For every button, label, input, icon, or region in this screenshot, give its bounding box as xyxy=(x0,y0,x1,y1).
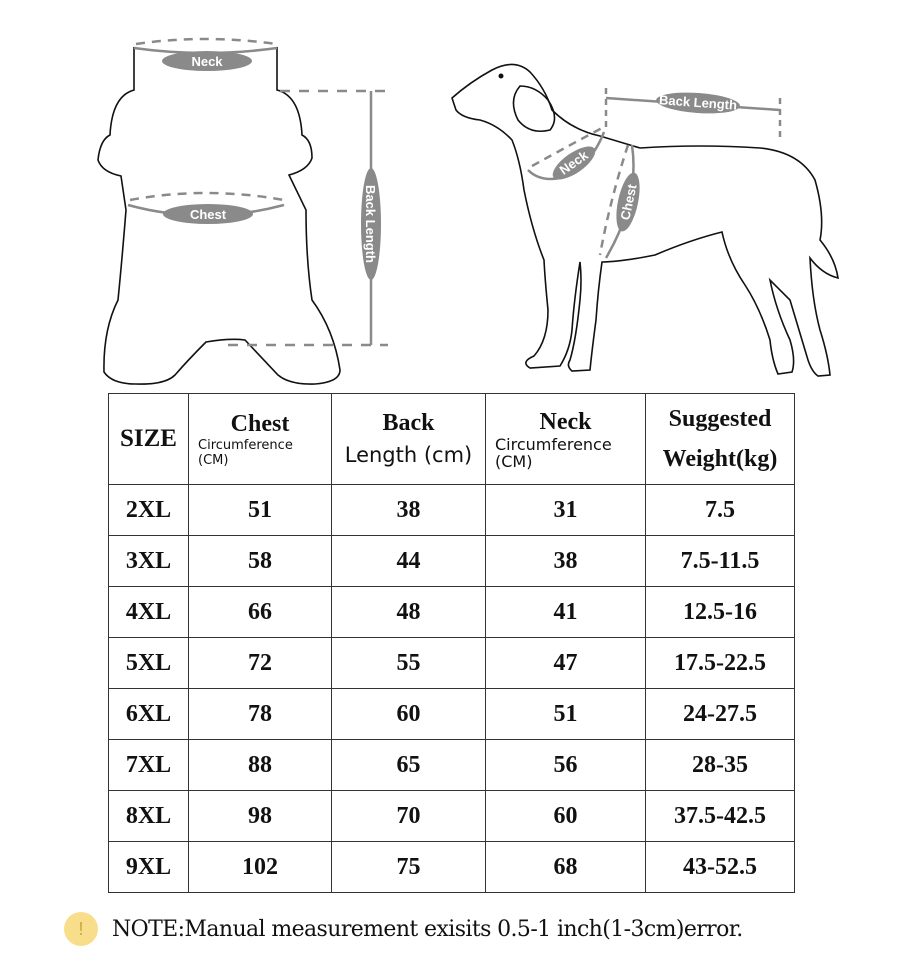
cell-weight: 17.5-22.5 xyxy=(646,638,795,689)
cell-size: 3XL xyxy=(109,536,189,587)
table-row xyxy=(109,740,795,791)
side-neck-label: Neck xyxy=(556,147,591,178)
cell-back: 38 xyxy=(332,485,486,536)
cell-chest: 58 xyxy=(189,536,332,587)
cell-back: 44 xyxy=(332,536,486,587)
cell-size: 7XL xyxy=(109,740,189,791)
cell-chest: 78 xyxy=(189,689,332,740)
cell-size: 9XL xyxy=(109,842,189,893)
cell-chest: 72 xyxy=(189,638,332,689)
cell-weight: 37.5-42.5 xyxy=(646,791,795,842)
cell-size: 2XL xyxy=(109,485,189,536)
header-back: Back Length (cm) xyxy=(332,394,486,485)
measurement-note xyxy=(64,912,743,946)
cell-weight: 43-52.5 xyxy=(646,842,795,893)
cell-chest: 98 xyxy=(189,791,332,842)
cell-size: 8XL xyxy=(109,791,189,842)
cell-neck: 68 xyxy=(486,842,646,893)
table-row xyxy=(109,638,795,689)
cell-chest: 51 xyxy=(189,485,332,536)
dog-side-diagram xyxy=(452,64,838,376)
warning-icon: ! xyxy=(64,912,98,946)
cell-back: 60 xyxy=(332,689,486,740)
size-chart-table xyxy=(108,393,795,893)
cell-weight: 12.5-16 xyxy=(646,587,795,638)
header-neck: Neck Circumference (CM) xyxy=(486,394,646,485)
cell-neck: 56 xyxy=(486,740,646,791)
header-size: SIZE xyxy=(109,394,189,485)
header-chest: Chest Circumference (CM) xyxy=(189,394,332,485)
cell-weight: 28-35 xyxy=(646,740,795,791)
side-back-length-label: Back Length xyxy=(658,92,738,113)
cell-back: 65 xyxy=(332,740,486,791)
table-row xyxy=(109,791,795,842)
cell-chest: 66 xyxy=(189,587,332,638)
cell-weight: 24-27.5 xyxy=(646,689,795,740)
cell-chest: 88 xyxy=(189,740,332,791)
table-header-row xyxy=(109,394,795,485)
table-row xyxy=(109,485,795,536)
cell-size: 6XL xyxy=(109,689,189,740)
cell-size: 4XL xyxy=(109,587,189,638)
cell-back: 48 xyxy=(332,587,486,638)
table-row xyxy=(109,536,795,587)
table-row xyxy=(109,689,795,740)
header-weight: Suggested Weight(kg) xyxy=(646,394,795,485)
front-chest-label: Chest xyxy=(189,207,227,222)
cell-back: 55 xyxy=(332,638,486,689)
cell-neck: 51 xyxy=(486,689,646,740)
cell-neck: 47 xyxy=(486,638,646,689)
measurement-illustrations xyxy=(0,0,904,390)
side-chest-label: Chest xyxy=(617,182,640,222)
cell-neck: 60 xyxy=(486,791,646,842)
table-row xyxy=(109,587,795,638)
front-neck-label: Neck xyxy=(191,54,223,69)
front-back-length-label: Back Length xyxy=(363,184,378,264)
cell-neck: 31 xyxy=(486,485,646,536)
cell-back: 75 xyxy=(332,842,486,893)
cell-back: 70 xyxy=(332,791,486,842)
cell-chest: 102 xyxy=(189,842,332,893)
note-text: NOTE:Manual measurement exisits 0.5-1 inch(1-3cm)error. xyxy=(112,916,743,942)
cell-neck: 38 xyxy=(486,536,646,587)
dog-eye xyxy=(499,74,504,79)
cell-weight: 7.5-11.5 xyxy=(646,536,795,587)
cell-weight: 7.5 xyxy=(646,485,795,536)
garment-front-diagram xyxy=(0,0,904,390)
dog-ear xyxy=(513,86,554,131)
table-row xyxy=(109,842,795,893)
cell-size: 5XL xyxy=(109,638,189,689)
cell-neck: 41 xyxy=(486,587,646,638)
